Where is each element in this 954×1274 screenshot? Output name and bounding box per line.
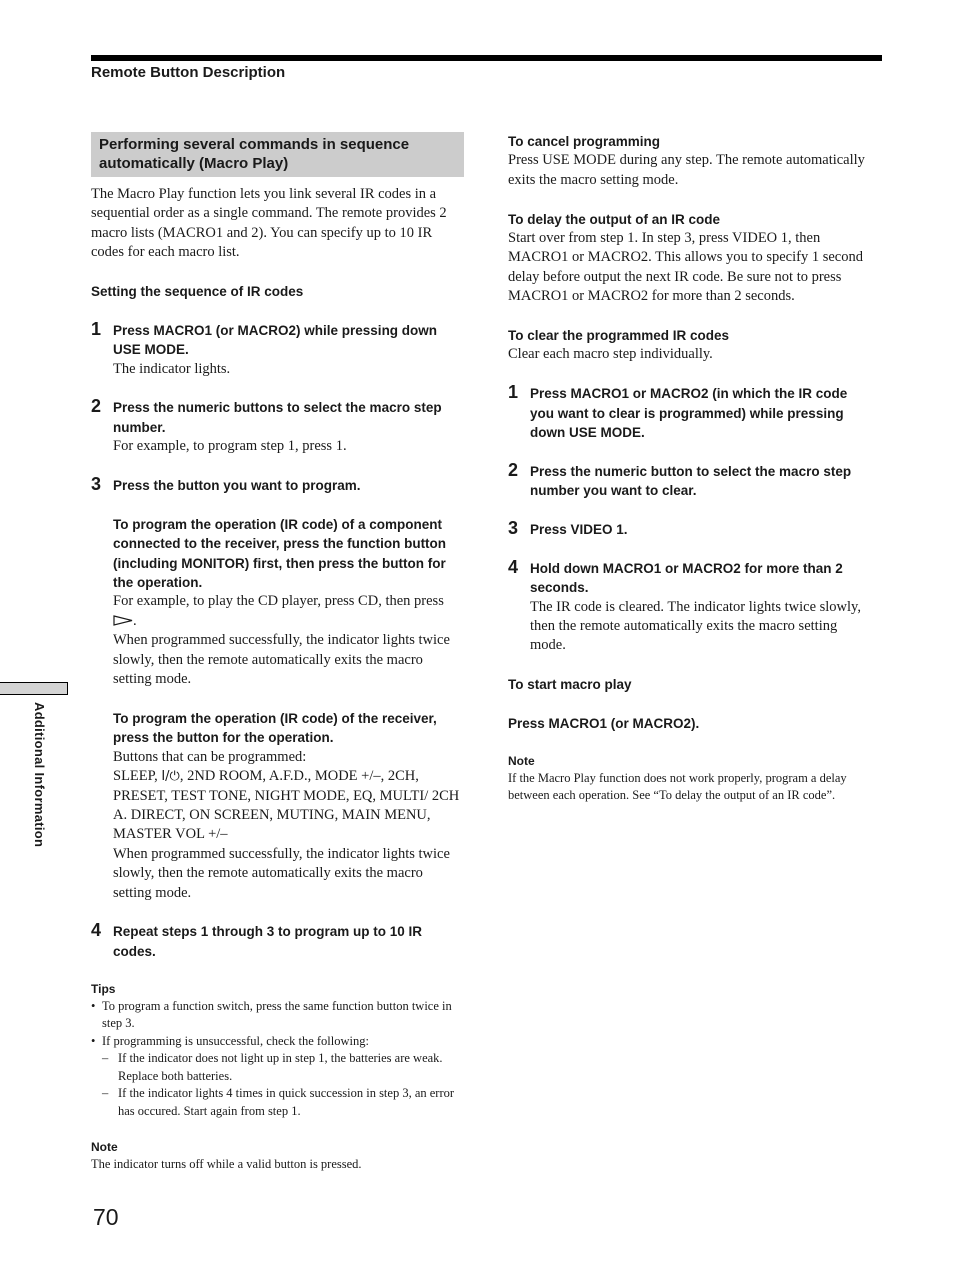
section-title: Performing several commands in sequence automatically (Macro Play)	[91, 132, 464, 177]
setting-heading: Setting the sequence of IR codes	[91, 284, 304, 300]
start-heading: To start macro play	[508, 677, 632, 693]
delay-heading: To delay the output of an IR code	[508, 211, 720, 227]
cancel-heading: To cancel programming	[508, 134, 661, 149]
component-example: For example, to play the CD player, press CD, then press .	[113, 593, 444, 629]
note-heading: Note	[91, 1140, 118, 1155]
step-number: 1	[91, 318, 102, 339]
right-column	[508, 132, 874, 805]
play-icon	[113, 615, 133, 626]
step-number: 2	[508, 459, 519, 480]
component-heading: To program the operation (IR code) of a component connected to the receiver, press the function button (including MONITOR) first, then press the button for the operation.	[113, 516, 447, 591]
tip-subitem: – If the indicator lights 4 times in quick succession in step 3, an error has occured. Start again from step 1.	[91, 1085, 464, 1120]
step-number: 4	[91, 920, 102, 941]
receiver-buttons-list: SLEEP, I/⏻, 2ND ROOM, A.F.D., MODE +/–, 2CH, PRESET, TEST TONE, NIGHT MODE, EQ, MULTI/ 2CH A. DIRECT, ON SCREEN, MUTING, MAIN MENU, MASTER VOL +/–	[113, 768, 460, 843]
step-instruction: Press the numeric buttons to select the macro step number.	[113, 400, 442, 435]
clear-step-3	[508, 520, 874, 539]
step-number: 2	[91, 396, 102, 417]
side-tab-label: Additional Information	[32, 702, 47, 848]
step-instruction: Press the numeric button to select the macro step number you want to clear.	[530, 463, 852, 499]
step-instruction: Press the button you want to program.	[113, 478, 361, 494]
section-header: Remote Button Description	[91, 64, 286, 81]
note-heading: Note	[508, 753, 535, 768]
tip-item: • If programming is unsuccessful, check the following:	[91, 1033, 464, 1051]
tip-subitem: – If the indicator does not light up in step 1, the batteries are weak. Replace both batteries.	[91, 1050, 464, 1085]
clear-heading: To clear the programmed IR codes	[508, 328, 730, 344]
tips-heading: Tips	[91, 981, 116, 996]
step-number: 3	[91, 474, 102, 495]
clear-step-1	[508, 384, 874, 442]
component-success: When programmed successfully, the indicator lights twice slowly, then the remote automatically exits the macro setting mode.	[113, 632, 450, 688]
delay-text: Start over from step 1. In step 3, press VIDEO 1, then MACRO1 or MACRO2. This allows you to specify 1 second delay before output the next IR code. Be sure not to press MACRO1 or MACRO2 for more than 2 seconds.	[508, 230, 863, 305]
tip-item: • To program a function switch, press the same function button twice in step 3.	[91, 998, 464, 1033]
step-note: For example, to program step 1, press 1.	[113, 438, 347, 455]
clear-step-2	[508, 459, 874, 501]
clear-step-4	[508, 556, 874, 656]
note-text: The indicator turns off while a valid button is pressed.	[91, 1157, 362, 1172]
intro-paragraph: The Macro Play function lets you link several IR codes in a sequential order as a single command. The remote provides 2 macro lists (MACRO1 and 2). You can specify up to 10 IR codes for each macro list.	[91, 186, 447, 261]
step-instruction: Hold down MACRO1 or MACRO2 for more than 2 seconds.	[530, 560, 843, 596]
clear-text: Clear each macro step individually.	[508, 346, 713, 363]
cancel-text: Press USE MODE during any step. The remote automatically exits the macro setting mode.	[508, 152, 865, 188]
step-number: 1	[508, 382, 519, 403]
step-4	[91, 922, 464, 961]
step-instruction: Press VIDEO 1.	[530, 522, 628, 538]
receiver-success: When programmed successfully, the indicator lights twice slowly, then the remote automatically exits the macro setting mode.	[113, 845, 450, 901]
step-note: The indicator lights.	[113, 360, 231, 377]
start-text: Press MACRO1 (or MACRO2).	[508, 716, 700, 732]
step-instruction: Repeat steps 1 through 3 to program up to 10 IR codes.	[113, 924, 423, 959]
step-2	[91, 398, 464, 456]
page-number: 70	[93, 1204, 119, 1230]
step-3	[91, 476, 464, 903]
step-number: 4	[508, 556, 519, 577]
note-text: If the Macro Play function does not work properly, program a delay between each operation. See “To delay the output of an IR code”.	[508, 770, 847, 803]
side-tab-marker	[0, 682, 68, 695]
left-column	[91, 132, 464, 1174]
top-rule	[91, 55, 882, 61]
power-icon: I/⏻	[161, 769, 180, 785]
step-instruction: Press MACRO1 (or MACRO2) while pressing down USE MODE.	[113, 322, 438, 358]
step-note: The IR code is cleared. The indicator lights twice slowly, then the remote automatically exits the macro setting mode.	[530, 598, 861, 654]
receiver-buttons-label: Buttons that can be programmed:	[113, 748, 307, 765]
step-instruction: Press MACRO1 or MACRO2 (in which the IR code you want to clear is programmed) while pressing down USE MODE.	[530, 386, 848, 441]
step-number: 3	[508, 518, 519, 539]
receiver-heading: To program the operation (IR code) of the receiver, press the button for the operation.	[113, 710, 437, 746]
step-1	[91, 318, 464, 379]
